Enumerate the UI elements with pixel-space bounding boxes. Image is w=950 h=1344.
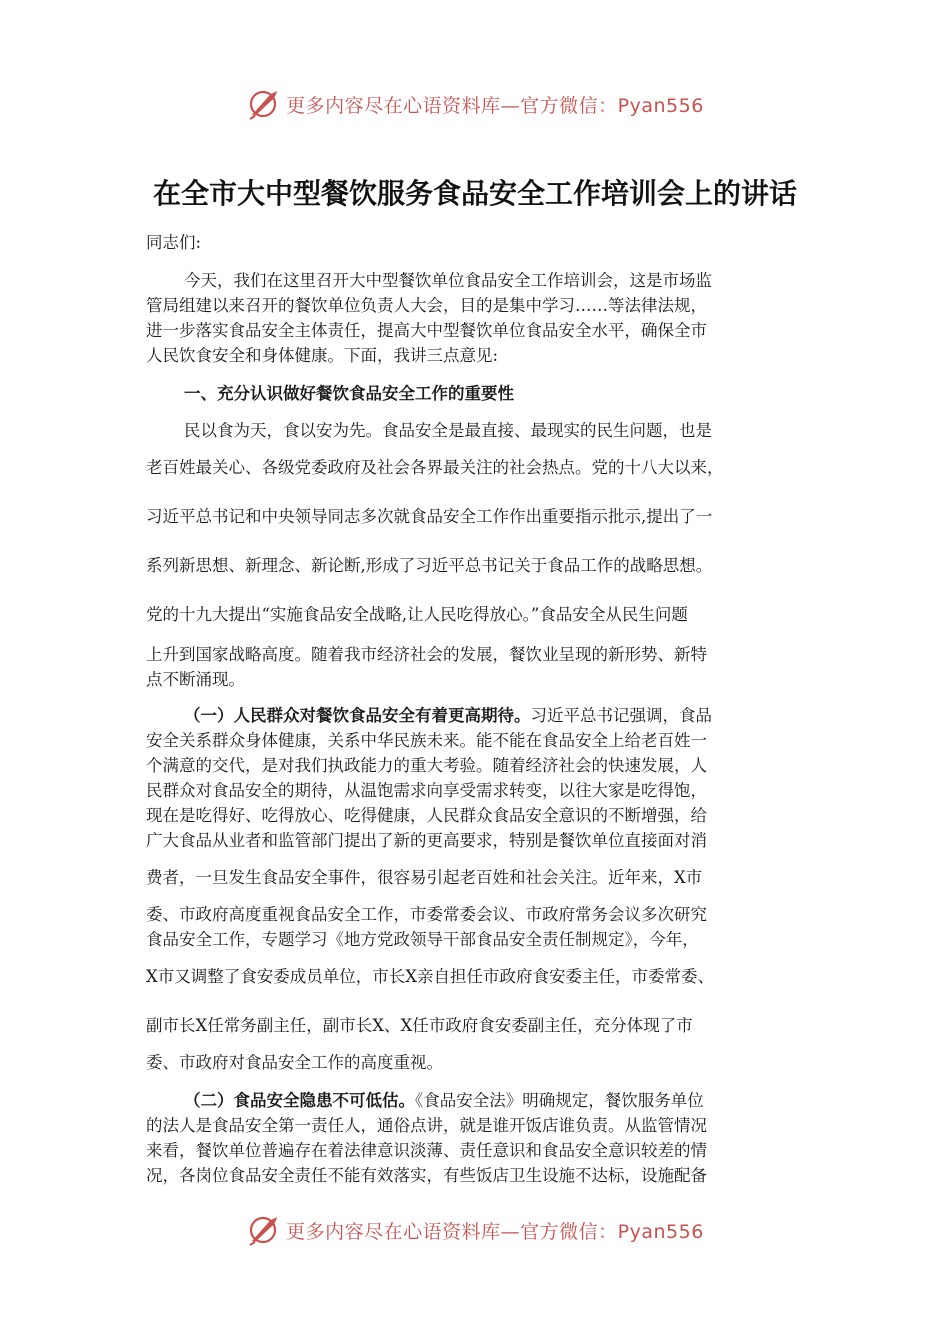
paragraph-line: 进一步落实食品安全主体责任，提高大中型餐饮单位食品安全水平，确保全市 [146,321,707,340]
section-heading: 一、充分认识做好餐饮食品安全工作的重要性 [184,384,514,403]
top-watermark-banner [0,84,950,124]
paragraph-line: 安全关系群众身体健康，关系中华民族未来。能不能在食品安全上给老百姓一 [146,731,707,750]
quill-pen-icon [246,1213,280,1247]
bottom-watermark-banner [0,1210,950,1250]
paragraph-line: 点不断涌现。 [146,670,245,689]
paragraph-line: 上升到国家战略高度。随着我市经济社会的发展，餐饮业呈现的新形势、新特 [146,645,707,664]
paragraph-line: 习近平总书记和中央领导同志多次就食品安全工作作出重要指示批示,提出了一 [146,507,713,526]
paragraph-line: X市又调整了食安委成员单位，市长X亲自担任市政府食安委主任，市委常委、 [146,967,714,986]
quill-pen-icon [246,87,280,121]
paragraph-line: 民群众对食品安全的期待，从温饱需求向享受需求转变，以往大家是吃得饱， [146,781,707,800]
paragraph-line: 人民饮食安全和身体健康。下面，我讲三点意见: [146,346,499,365]
paragraph-line: 况，各岗位食品安全责任不能有效落实，有些饭店卫生设施不达标，设施配备 [146,1166,707,1185]
paragraph-line: 费者，一旦发生食品安全事件，很容易引起老百姓和社会关注。近年来，X市 [146,868,703,887]
paragraph-line: 老百姓最关心、各级党委政府及社会各界最关注的社会热点。党的十八大以来， [146,458,724,477]
paragraph-line: （一）人民群众对餐饮食品安全有着更高期待。习近平总书记强调，食品 [184,706,712,725]
paragraph-line: 系列新思想、新理念、新论断,形成了习近平总书记关于食品工作的战略思想。 [146,556,713,575]
subsection-heading: （二）食品安全隐患不可低估。 [184,1091,415,1110]
paragraph-line: 委、市政府对食品安全工作的高度重视。 [146,1053,443,1072]
paragraph-line: （二）食品安全隐患不可低估。《食品安全法》明确规定，餐饮服务单位 [184,1091,704,1110]
paragraph-line: 的法人是食品安全第一责任人，通俗点讲，就是谁开饭店谁负责。从监管情况 [146,1116,707,1135]
paragraph-line: 个满意的交代，是对我们执政能力的重大考验。随着经济社会的快速发展，人 [146,756,707,775]
watermark-text: 更多内容尽在心语资料库—官方微信：Pyan556 [286,94,704,117]
paragraph-line: 委、市政府高度重视食品安全工作，市委常委会议、市政府常务会议多次研究 [146,905,707,924]
paragraph-line: 食品安全工作，专题学习《地方党政领导干部食品安全责任制规定》，今年， [146,930,699,949]
paragraph-line: 广大食品从业者和监管部门提出了新的更高要求，特别是餐饮单位直接面对消 [146,831,707,850]
paragraph-line: 今天，我们在这里召开大中型餐饮单位食品安全工作培训会，这是市场监 [184,271,712,290]
paragraph-line: 管局组建以来召开的餐饮单位负责人大会，目的是集中学习……等法律法规， [146,296,707,315]
paragraph-line: 副市长X任常务副主任，副市长X、X任市政府食安委副主任，充分体现了市 [146,1016,693,1035]
paragraph-line: 民以食为天，食以安为先。食品安全是最直接、最现实的民生问题，也是 [184,421,712,440]
document-title: 在全市大中型餐饮服务食品安全工作培训会上的讲话 [152,177,797,210]
paragraph-line: 党的十九大提出“实施食品安全战略,让人民吃得放心。”食品安全从民生问题 [146,605,688,624]
paragraph-line: 现在是吃得好、吃得放心、吃得健康，人民群众食品安全意识的不断增强，给 [146,806,707,825]
watermark-text: 更多内容尽在心语资料库—官方微信：Pyan556 [286,1220,704,1243]
greeting: 同志们: [146,233,202,252]
paragraph-line: 来看，餐饮单位普遍存在着法律意识淡薄、责任意识和食品安全意识较差的情 [146,1141,707,1160]
subsection-heading: （一）人民群众对餐饮食品安全有着更高期待。 [184,706,531,725]
